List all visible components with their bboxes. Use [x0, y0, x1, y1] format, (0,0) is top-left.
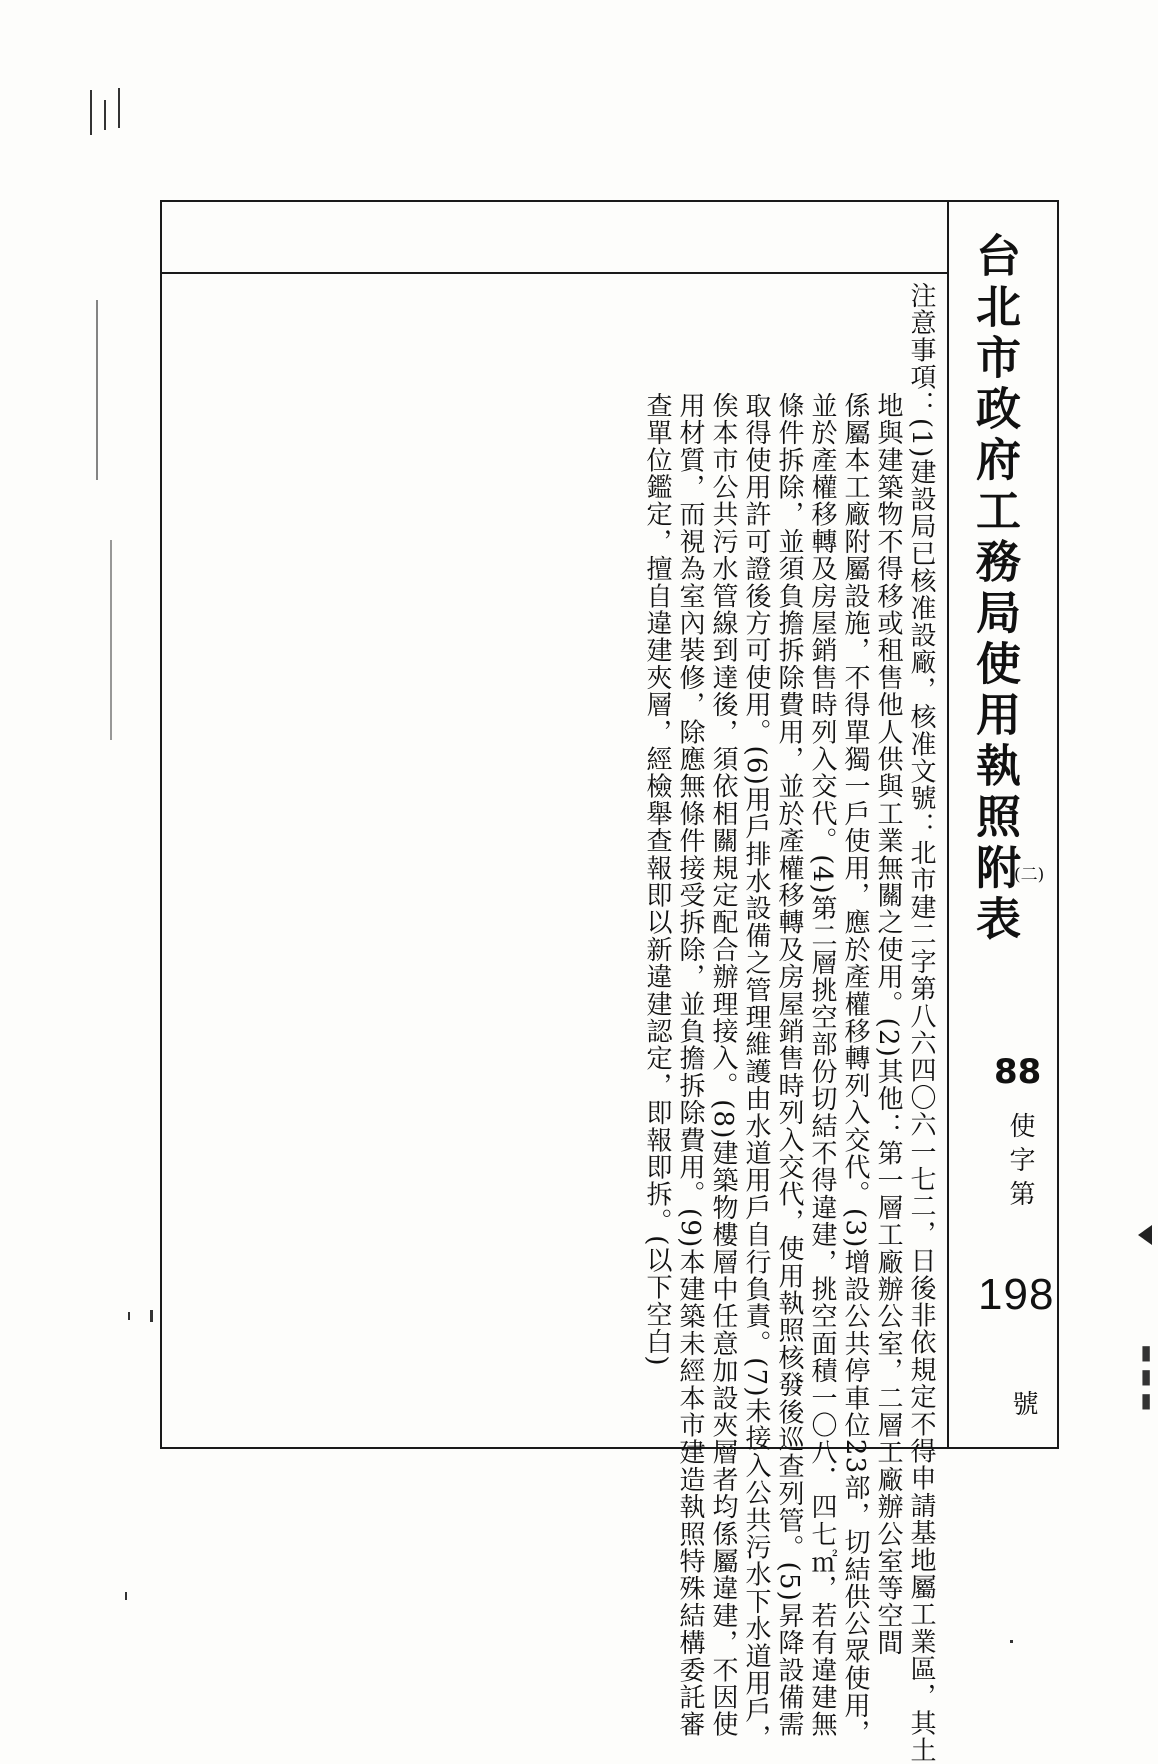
notes-column: 係屬本工廠附屬設施，不得單獨一戶使用，應於產權移轉列入交代。(3)增設公共停車位23部，切結供公眾使用， — [840, 392, 870, 1747]
notes-column: 條件拆除，並須負擔拆除費用，並於產權移轉及房屋銷售時列入交代，使用執照核發後巡查列管。(5)昇降設備需 — [774, 392, 804, 1739]
notes-section — [640, 282, 937, 1764]
license-number-suffix: 號 — [1008, 1390, 1038, 1416]
notes-column: 地與建築物不得移或租售他人供與工業無關之使用。(2)其他：第一層工廠辦公室，二層工廠辦公室等空間 — [873, 392, 903, 1657]
scan-edge-mark — [1138, 1225, 1152, 1245]
notes-column: 查單位鑑定，擅自違建夾層，經檢舉查報即以新違建認定，即報即拆。(以下空白) — [642, 392, 672, 1367]
form-title-suffix: (二) — [1014, 865, 1045, 885]
notes-column: 用材質，而視為室內裝修，除應無條件接受拆除，並負擔拆除費用。(9)本建築未經本市建造執照特殊結構委託審 — [675, 392, 705, 1739]
title-column-divider — [947, 200, 949, 1449]
notes-column: 取得使用許可證後方可使用。(6)用戶排水設備之管理維護由水道用戶自行負責。(7)未接入公共污水下水道用戶， — [741, 392, 771, 1752]
license-year: 88 — [994, 1052, 1042, 1092]
form-title: 台北市政府工務局使用執照附表 — [968, 232, 1021, 946]
notes-column: 俟本市公共污水管線到達後，須依相關規定配合辦理接入。(8)建築物樓層中任意加設夾層者均係屬違建，不因使 — [708, 392, 738, 1739]
notes-column: 注意事項：(1)建設局已核准設廠，核准文號：北市建二字第八六四〇六一七二，日後非依規定不得申請基地屬工業區，其土 — [906, 282, 936, 1764]
header-divider — [160, 272, 948, 274]
notes-column: 並於產權移轉及房屋銷售時列入交代。(4)第二層挑空部份切結不得違建，挑空面積一〇八．四七㎡，若有違建無 — [807, 392, 837, 1739]
scan-edge-fragment: ▮▮▮ — [1134, 1340, 1158, 1412]
license-type-label: 使字第 — [1005, 1112, 1035, 1214]
license-number: 198 — [978, 1270, 1055, 1319]
